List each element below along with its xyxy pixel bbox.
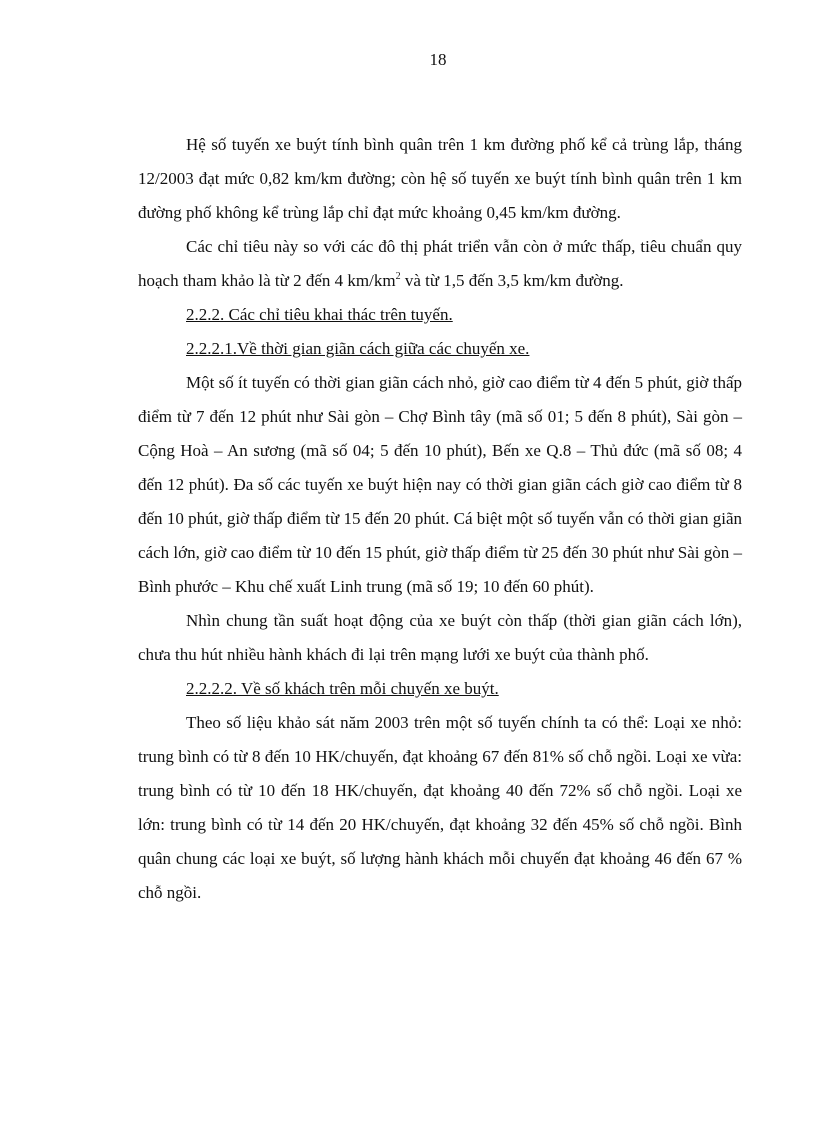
paragraph-route-coefficient: Hệ số tuyến xe buýt tính bình quân trên 1 km đường phố kể cả trùng lắp, tháng 12/2003 đạt mức 0,82 km/km đường; còn hệ số tuyến xe buýt tính bình quân trên 1 km đường phố không kể trùng lắp chỉ đạt mức khoảng 0,45 km/km đường. — [138, 135, 742, 222]
superscript-2: 2 — [395, 271, 401, 282]
standards-text-before: Các chỉ tiêu này so với các đô thị phát triển vẫn còn ở mức thấp, tiêu chuẩn quy hoạch tham khảo là từ 2 đến 4 km/km — [138, 237, 742, 290]
heading-2-2-2: 2.2.2. Các chỉ tiêu khai thác trên tuyến. — [186, 305, 453, 324]
paragraph-headway: Một số ít tuyến có thời gian giãn cách nhỏ, giờ cao điểm từ 4 đến 5 phút, giờ thấp điểm từ 7 đến 12 phút như Sài gòn – Chợ Bình tây (mã số 01; 5 đến 8 phút), Sài gòn – Cộng Hoà – An sương (mã số 04; 5 đến 10 phút), Bến xe Q.8 – Thủ đức (mã số 08; 4 đến 12 phút). Đa số các tuyến xe buýt hiện nay có thời gian giãn cách giờ cao điểm từ 8 đến 10 phút, giờ thấp điểm từ 15 đến 20 phút. Cá biệt một số tuyến vẫn có thời gian giãn cách lớn, giờ cao điểm từ 10 đến 15 phút, giờ thấp điểm từ 25 đến 30 phút như Sài gòn – Bình phước – Khu chế xuất Linh trung (mã số 19; 10 đến 60 phút). — [138, 373, 742, 596]
heading-2-2-2-1: 2.2.2.1.Về thời gian giãn cách giữa các chuyến xe. — [186, 339, 530, 358]
heading-2-2-2-2: 2.2.2.2. Về số khách trên mỗi chuyến xe buýt. — [186, 679, 499, 698]
paragraph-passengers: Theo số liệu khảo sát năm 2003 trên một số tuyến chính ta có thể: Loại xe nhỏ: trung bình có từ 8 đến 10 HK/chuyến, đạt khoảng 67 đến 81% số chỗ ngồi. Loại xe vừa: trung bình có từ 10 đến 18 HK/chuyến, đạt khoảng 40 đến 72% số chỗ ngồi. Loại xe lớn: trung bình có từ 14 đến 20 HK/chuyến, đạt khoảng 32 đến 45% số chỗ ngồi. Bình quân chung các loại xe buýt, số lượng hành khách mỗi chuyến đạt khoảng 46 đến 67 % chỗ ngồi. — [138, 713, 742, 902]
standards-text-after: và từ 1,5 đến 3,5 km/km đường. — [400, 271, 624, 290]
page-number: 18 — [429, 50, 447, 69]
paragraph-standards — [138, 230, 742, 298]
paragraph-summary: Nhìn chung tần suất hoạt động của xe buýt còn thấp (thời gian giãn cách lớn), chưa thu hút nhiều hành khách đi lại trên mạng lưới xe buýt của thành phố. — [138, 611, 742, 664]
document-body — [138, 128, 742, 910]
